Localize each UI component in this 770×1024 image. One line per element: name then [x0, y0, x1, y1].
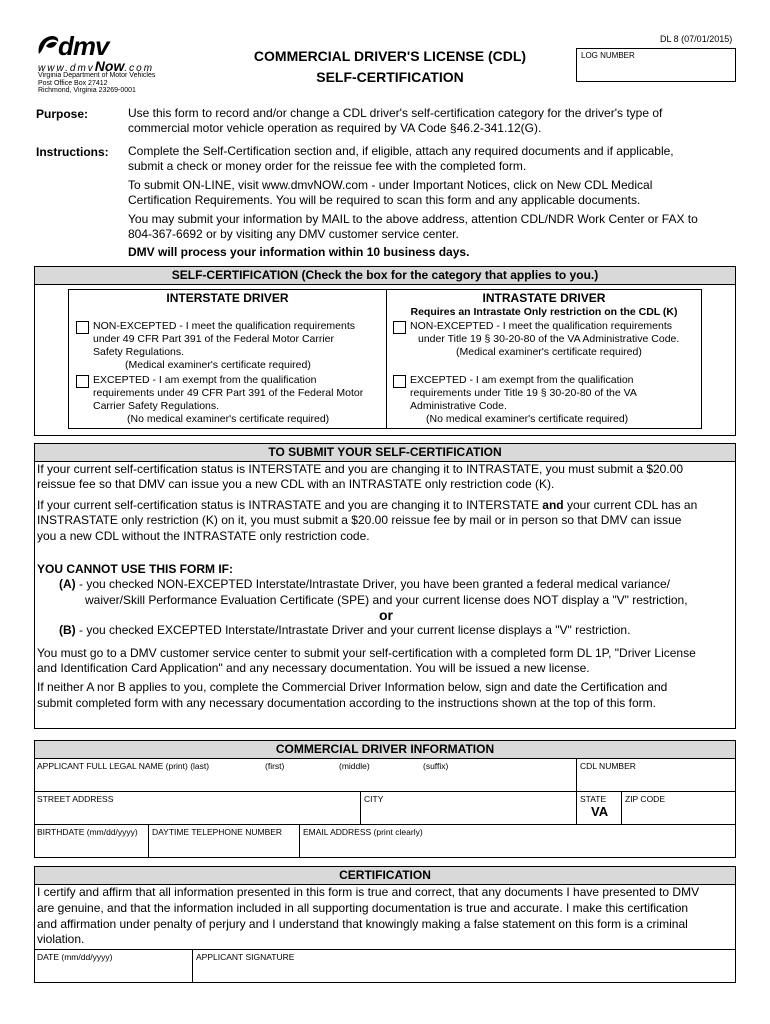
suffix-label: (suffix)	[423, 761, 449, 771]
cdl-number-label: CDL NUMBER	[580, 761, 636, 771]
form-id: DL 8 (07/01/2015)	[660, 34, 733, 44]
interstate-excepted-text: EXCEPTED - I am exempt from the qualification requirements under 49 CFR Part 391 of the Federal Motor Carrier Safety Regulations. (No medical examiner's certificate required)	[93, 374, 364, 425]
first-name-label: (first)	[265, 761, 285, 771]
submit-body: If your current self-certification status is INTERSTATE and you are changing it to INTRASTATE, you must submit a $20.00 reissue fee so that DMV can issue you a new CDL with an INTRASTATE only restriction code (K). If your current self-certification status is INTRASTATE and you are changing it to INTERSTATE and your current CDL has an INSTRASTATE only restriction (K) on it, you must submit a $20.00 reissue fee by mail or in person so that DMV can issue you a new CDL without the INTRASTATE only restriction code. YOU CANNOT USE THIS FORM IF: (A) - you checked NON-EXCEPTED Interstate/Intrastate Driver, you have been granted a federal medical variance/ waiver/Skill Performance Evaluation Certificate (SPE) and your current license does NOT display a "V" restriction, or (B) - you checked EXCEPTED Interstate/Intrastate Driver and your current license displays a "V" restriction. You must go to a DMV customer service center to submit your self-certification with a completed form DL 1P, "Driver License and Identification Card Application" and any necessary documentation. You will be issued a new license. If neither A nor B applies to you, complete the Commercial Driver Information below, sign and date the Certification and submit completed form with any necessary documentation according to the instructions shown at the top of this form.	[37, 462, 735, 711]
agency-address: Virginia Department of Motor Vehicles Post Office Box 27412 Richmond, Virginia 23269-0001	[38, 72, 156, 94]
submit-heading: TO SUBMIT YOUR SELF-CERTIFICATION	[35, 444, 735, 462]
log-number-label: LOG NUMBER	[581, 51, 635, 60]
logo-word: dmv	[58, 31, 109, 61]
interstate-nonexcepted-text: NON-EXCEPTED - I meet the qualification requirements under 49 CFR Part 391 of the Federal Motor Carrier Safety Regulations. (Medical examiner's certificate required)	[93, 320, 356, 371]
phone-label: DAYTIME TELEPHONE NUMBER	[152, 827, 283, 837]
cannot-use-heading: YOU CANNOT USE THIS FORM IF:	[37, 562, 233, 577]
email-input[interactable]	[300, 837, 735, 858]
street-address-label: STREET ADDRESS	[37, 794, 114, 804]
date-label: DATE (mm/dd/yyyy)	[37, 952, 113, 962]
applicant-name-input[interactable]	[35, 771, 575, 791]
driver-info-heading: COMMERCIAL DRIVER INFORMATION	[35, 741, 735, 759]
birthdate-label: BIRTHDATE (mm/dd/yyyy)	[37, 827, 138, 837]
middle-name-label: (middle)	[339, 761, 370, 771]
purpose-label: Purpose:	[36, 107, 89, 121]
interstate-excepted-checkbox[interactable]	[76, 375, 89, 388]
intrastate-excepted-checkbox[interactable]	[393, 375, 406, 388]
cdl-number-input[interactable]	[577, 771, 735, 791]
certification-heading: CERTIFICATION	[35, 867, 735, 885]
email-label: EMAIL ADDRESS (print clearly)	[303, 827, 423, 837]
signature-input[interactable]	[193, 962, 735, 983]
intrastate-subheading: Requires an Intrastate Only restriction on the CDL (K)	[410, 306, 678, 318]
intrastate-excepted-text: EXCEPTED - I am exempt from the qualification requirements under Title 19 § 30-20-80 of the VA Administrative Code. (No medical examiner's certificate required)	[410, 374, 637, 425]
street-address-input[interactable]	[35, 804, 359, 824]
category-table	[68, 289, 702, 429]
log-number-field[interactable]	[576, 48, 736, 82]
intrastate-heading: INTRASTATE DRIVER	[482, 291, 606, 305]
zip-code-label: ZIP CODE	[625, 794, 665, 804]
interstate-nonexcepted-checkbox[interactable]	[76, 321, 89, 334]
instructions-label: Instructions:	[36, 145, 109, 159]
purpose-text: Use this form to record and/or change a CDL driver's self-certification category for the driver's type of commercial motor vehicle operation as required by VA Code §46.2-341.12(G).	[128, 106, 663, 136]
birthdate-input[interactable]	[35, 837, 147, 858]
phone-input[interactable]	[149, 837, 298, 858]
certification-text: I certify and affirm that all information presented in this form is true and correct, that any documents I have presented to DMV are genuine, and that the information included in all supporting documentation is true and accurate. I make this certification and affirmation under penalty of perjury and I understand that knowingly making a false statement on this form is a criminal violation.	[37, 885, 700, 947]
signature-label: APPLICANT SIGNATURE	[196, 952, 295, 962]
applicant-name-label: APPLICANT FULL LEGAL NAME (print) (last)	[37, 761, 210, 771]
dmv-logo	[36, 32, 226, 94]
self-certification-heading: SELF-CERTIFICATION (Check the box for the category that applies to you.)	[35, 267, 735, 285]
intrastate-nonexcepted-text: NON-EXCEPTED - I meet the qualification requirements under Title 19 § 30-20-80 of the VA Administrative Code. (Medical examiner's certificate required)	[410, 320, 680, 358]
submit-section	[34, 443, 736, 729]
logo-web: www.dmvNow.com	[38, 58, 155, 74]
form-title: COMMERCIAL DRIVER'S LICENSE (CDL) SELF-CERTIFICATION	[253, 48, 527, 85]
city-label: CITY	[364, 794, 384, 804]
intrastate-nonexcepted-checkbox[interactable]	[393, 321, 406, 334]
driver-info-section	[34, 740, 736, 858]
instructions-text: Complete the Self-Certification section and, if eligible, attach any required documents and if applicable, submit a check or money order for the reissue fee with the completed form. To submit ON-LINE, visit www.dmvNOW.com - under Important Notices, click on New CDL Medical Certification Requirements. You will be required to scan this form and any applicable documents. You may submit your information by MAIL to the above address, attention CDL/NDR Work Center or FAX to 804-367-6692 or by visiting any DMV customer service center. DMV will process your information within 10 business days.	[128, 144, 698, 260]
interstate-heading: INTERSTATE DRIVER	[166, 291, 289, 305]
dmv-swoosh-icon	[36, 34, 60, 56]
certification-section	[34, 866, 736, 983]
state-label: STATE	[580, 794, 607, 804]
date-input[interactable]	[35, 962, 191, 983]
zip-code-input[interactable]	[622, 804, 735, 824]
state-value: VA	[591, 804, 609, 819]
city-input[interactable]	[361, 804, 575, 824]
